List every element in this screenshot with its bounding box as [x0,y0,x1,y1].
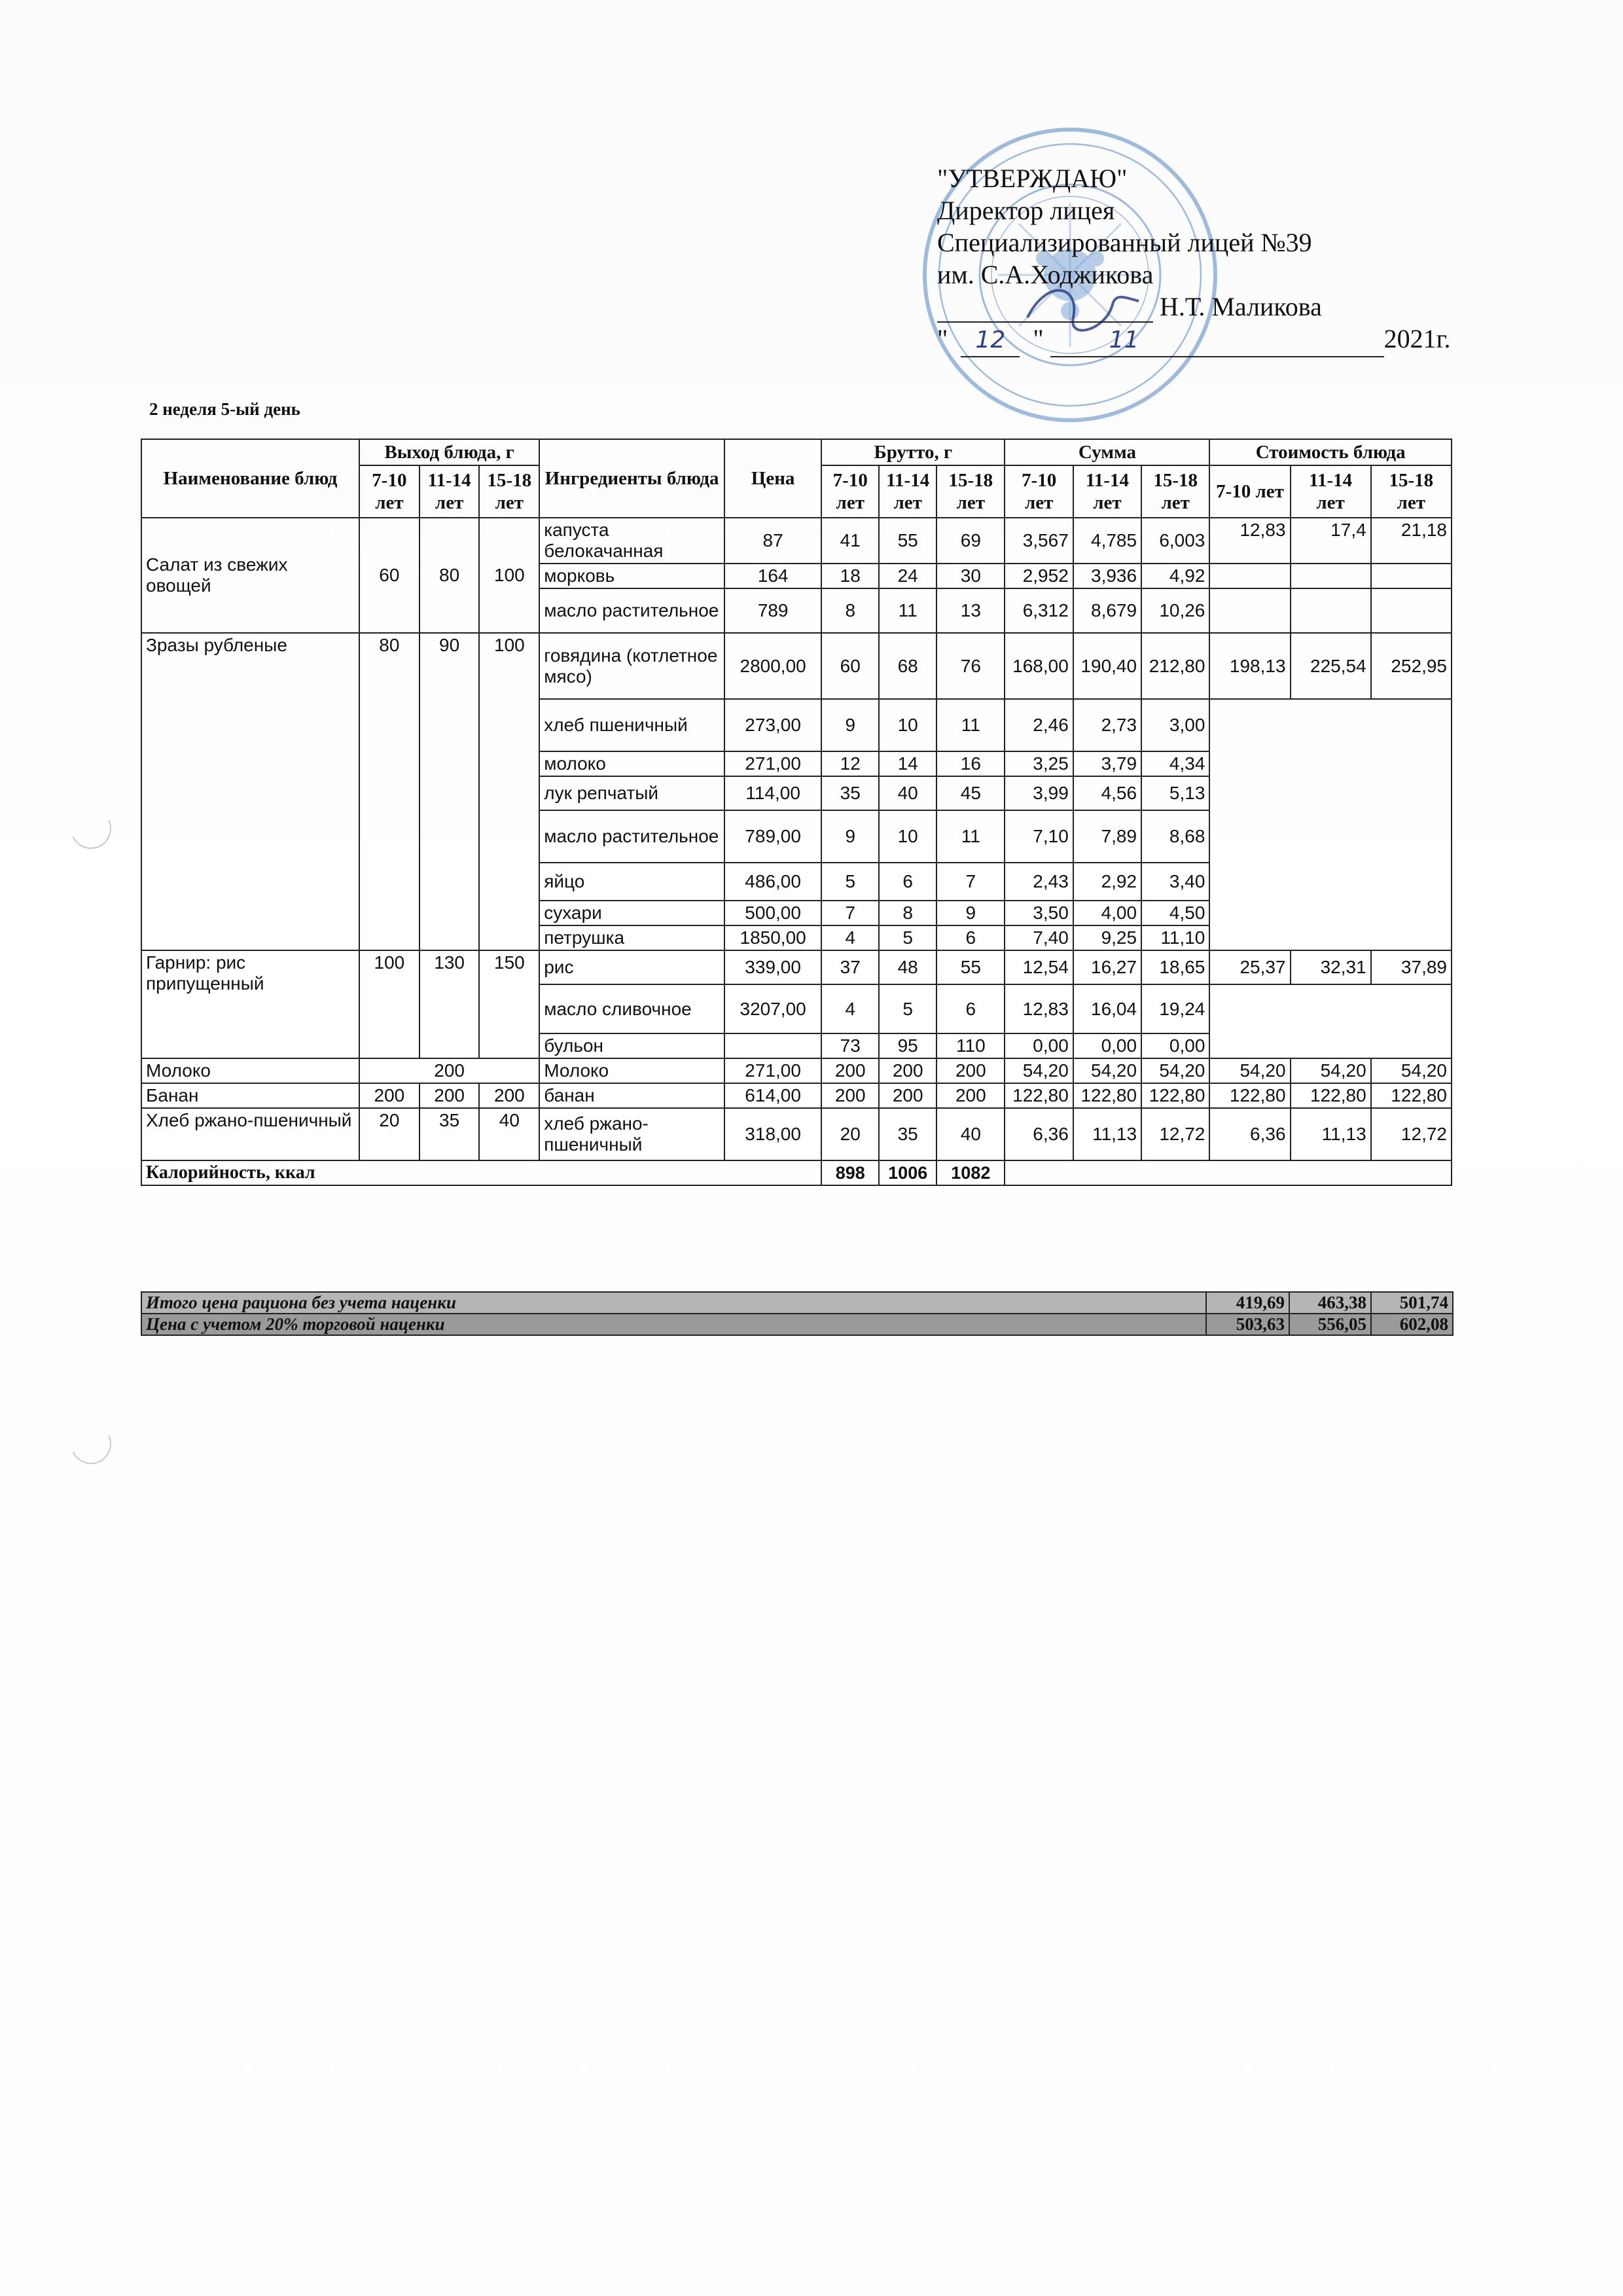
ingredient-name: капуста белокачанная [539,518,724,564]
brutto-cell: 11 [936,699,1005,751]
sum-cell: 190,40 [1073,633,1141,699]
sum-cell: 3,936 [1073,564,1141,588]
page-heading: 2 неделя 5-ый день [149,399,300,419]
yield-cell: 80 [359,633,419,950]
cost-cell: 252,95 [1371,633,1452,699]
sum-cell: 2,92 [1073,863,1141,901]
sum-cell: 4,785 [1073,518,1141,564]
sum-cell: 3,99 [1005,776,1073,810]
brutto-cell: 10 [879,810,936,863]
age-header: 15-18 лет [479,465,539,518]
sum-cell: 10,26 [1141,588,1209,633]
dish-name: Зразы рубленые [141,633,359,950]
menu-table [141,439,1452,1186]
price-cell: 486,00 [724,863,821,901]
sum-cell: 5,13 [1141,776,1209,810]
price-cell: 114,00 [724,776,821,810]
col-cost: Стоимость блюда [1209,439,1452,465]
cost-cell: 6,36 [1209,1108,1290,1160]
table-row [141,633,1452,699]
brutto-cell: 200 [821,1083,879,1108]
sum-cell: 7,89 [1073,810,1141,863]
sum-cell: 4,50 [1141,901,1209,925]
sum-cell: 16,04 [1073,984,1141,1033]
dish-name: Банан [141,1083,359,1108]
brutto-cell: 40 [879,776,936,810]
yield-cell: 100 [479,633,539,950]
age-header: 11-14 лет [1291,465,1371,518]
age-header: 11-14 лет [419,465,480,518]
ingredient-name: молоко [539,751,724,776]
price-cell: 789 [724,588,821,633]
age-header: 11-14 лет [879,465,936,518]
table-row [141,518,1452,564]
approval-signer: Н.Т. Маликова [1160,292,1322,321]
date-year: 2021г. [1383,324,1451,353]
ingredient-name: рис [539,950,724,984]
total-value: 419,69 [1206,1292,1289,1314]
approval-title: "УТВЕРЖДАЮ" [937,164,1128,193]
brutto-cell: 35 [821,776,879,810]
sum-cell: 11,13 [1073,1108,1141,1160]
price-cell: 273,00 [724,699,821,751]
totals-table [141,1291,1454,1336]
yield-cell: 40 [479,1108,539,1160]
brutto-cell: 200 [879,1058,936,1083]
sum-cell: 2,43 [1005,863,1073,901]
ingredient-name: морковь [539,564,724,588]
sum-cell: 8,679 [1073,588,1141,633]
age-header: 11-14 лет [1073,465,1141,518]
date-day: 12 [961,324,1020,357]
cost-cell: 11,13 [1291,1108,1371,1160]
date-month: 11 [1050,324,1384,357]
age-header: 7-10 лет [821,465,879,518]
brutto-cell: 11 [879,588,936,633]
sum-cell: 212,80 [1141,633,1209,699]
brutto-cell: 4 [821,984,879,1033]
approval-school: Специализированный лицей №39 [937,228,1312,257]
sum-cell: 3,79 [1073,751,1141,776]
col-dish-name: Наименование блюд [141,439,359,518]
dish-name: Салат из свежих овощей [141,518,359,633]
dish-name: Хлеб ржано-пшеничный [141,1108,359,1160]
sum-cell: 4,92 [1141,564,1209,588]
empty-cost-block [1209,699,1452,950]
empty-cell [1371,564,1452,588]
cost-cell: 122,80 [1371,1083,1452,1108]
price-cell: 1850,00 [724,925,821,950]
brutto-cell: 37 [821,950,879,984]
brutto-cell: 11 [936,810,1005,863]
sum-cell: 54,20 [1141,1058,1209,1083]
brutto-cell: 9 [821,699,879,751]
sum-cell: 4,34 [1141,751,1209,776]
total-value: 556,05 [1289,1314,1371,1335]
approval-position: Директор лицея [937,196,1115,225]
yield-cell: 200 [419,1083,480,1108]
sum-cell: 3,40 [1141,863,1209,901]
brutto-cell: 8 [879,901,936,925]
cost-cell: 122,80 [1209,1083,1290,1108]
brutto-cell: 20 [821,1108,879,1160]
yield-cell: 80 [419,518,480,633]
ingredient-name: хлеб ржано-пшеничный [539,1108,724,1160]
brutto-cell: 5 [879,925,936,950]
brutto-cell: 18 [821,564,879,588]
total-with-markup-row [141,1314,1453,1335]
brutto-cell: 7 [821,901,879,925]
yield-cell: 200 [359,1058,539,1083]
brutto-cell: 5 [821,863,879,901]
calories-value: 898 [821,1160,879,1185]
price-cell: 3207,00 [724,984,821,1033]
brutto-cell: 14 [879,751,936,776]
sum-cell: 6,312 [1005,588,1073,633]
price-cell: 614,00 [724,1083,821,1108]
brutto-cell: 200 [821,1058,879,1083]
brutto-cell: 10 [879,699,936,751]
yield-cell: 130 [419,950,480,1058]
yield-cell: 60 [359,518,419,633]
total-value: 602,08 [1371,1314,1453,1335]
dish-name: Гарнир: рис припущенный [141,950,359,1058]
empty-cell [1291,564,1371,588]
col-ingredients: Ингредиенты блюда [539,439,724,518]
sum-cell: 0,00 [1005,1033,1073,1058]
price-cell [724,1033,821,1058]
age-header: 15-18 лет [1141,465,1209,518]
signature-blank [937,298,1153,323]
age-header: 7-10 лет [1005,465,1073,518]
col-yield: Выход блюда, г [359,439,539,465]
brutto-cell: 24 [879,564,936,588]
brutto-cell: 76 [936,633,1005,699]
brutto-cell: 200 [936,1083,1005,1108]
brutto-cell: 4 [821,925,879,950]
brutto-cell: 73 [821,1033,879,1058]
total-value: 463,38 [1289,1292,1371,1314]
total-with-markup-label: Цена с учетом 20% торговой наценки [141,1314,1206,1335]
cost-cell: 37,89 [1371,950,1452,984]
total-without-markup-label: Итого цена рациона без учета наценки [141,1292,1206,1314]
sum-cell: 11,10 [1141,925,1209,950]
sum-cell: 122,80 [1141,1083,1209,1108]
brutto-cell: 110 [936,1033,1005,1058]
cost-cell: 54,20 [1371,1058,1452,1083]
yield-cell: 35 [419,1108,480,1160]
cost-cell: 25,37 [1209,950,1290,984]
brutto-cell: 55 [879,518,936,564]
yield-cell: 150 [479,950,539,1058]
sum-cell: 2,952 [1005,564,1073,588]
ingredient-name: масло растительное [539,810,724,863]
table-row [141,1108,1452,1160]
brutto-cell: 69 [936,518,1005,564]
brutto-cell: 68 [879,633,936,699]
ingredient-name: масло сливочное [539,984,724,1033]
sum-cell: 8,68 [1141,810,1209,863]
age-header: 15-18 лет [1371,465,1452,518]
brutto-cell: 200 [879,1083,936,1108]
sum-cell: 12,72 [1141,1108,1209,1160]
brutto-cell: 60 [821,633,879,699]
brutto-cell: 40 [936,1108,1005,1160]
brutto-cell: 6 [936,925,1005,950]
sum-cell: 122,80 [1005,1083,1073,1108]
brutto-cell: 95 [879,1033,936,1058]
sum-cell: 2,46 [1005,699,1073,751]
cost-cell: 122,80 [1291,1083,1371,1108]
ingredient-name: лук репчатый [539,776,724,810]
brutto-cell: 16 [936,751,1005,776]
sum-cell: 3,50 [1005,901,1073,925]
cost-cell: 21,18 [1371,518,1452,564]
ingredient-name: Молоко [539,1058,724,1083]
brutto-cell: 13 [936,588,1005,633]
sum-cell: 2,73 [1073,699,1141,751]
yield-cell: 90 [419,633,480,950]
col-brutto: Брутто, г [821,439,1005,465]
empty-cell [1005,1160,1452,1185]
brutto-cell: 5 [879,984,936,1033]
col-price: Цена [724,439,821,518]
cost-cell: 54,20 [1291,1058,1371,1083]
approval-date: " 12 " 11 2021г. [937,323,1451,357]
price-cell: 500,00 [724,901,821,925]
empty-cell [1209,564,1290,588]
ingredient-name: хлеб пшеничный [539,699,724,751]
brutto-cell: 48 [879,950,936,984]
sum-cell: 122,80 [1073,1083,1141,1108]
age-header: 15-18 лет [936,465,1005,518]
yield-cell: 20 [359,1108,419,1160]
sum-cell: 16,27 [1073,950,1141,984]
ingredient-name: яйцо [539,863,724,901]
sum-cell: 54,20 [1005,1058,1073,1083]
ingredient-name: масло растительное [539,588,724,633]
age-header: 7-10 лет [1209,465,1290,518]
sum-cell: 168,00 [1005,633,1073,699]
cost-cell: 12,72 [1371,1108,1452,1160]
sum-cell: 54,20 [1073,1058,1141,1083]
yield-cell: 200 [479,1083,539,1108]
age-header: 7-10 лет [359,465,419,518]
approval-block [937,162,1451,357]
cost-cell: 32,31 [1291,950,1371,984]
header-row-1 [141,439,1452,465]
table-row [141,950,1452,984]
price-cell: 271,00 [724,751,821,776]
sum-cell: 12,54 [1005,950,1073,984]
cost-cell: 17,4 [1291,518,1371,564]
cost-cell: 12,83 [1209,518,1290,564]
price-cell: 339,00 [724,950,821,984]
approval-signature-line [937,291,1451,323]
brutto-cell: 9 [821,810,879,863]
brutto-cell: 41 [821,518,879,564]
empty-cell [1291,588,1371,633]
sum-cell: 9,25 [1073,925,1141,950]
sum-cell: 7,10 [1005,810,1073,863]
yield-cell: 100 [359,950,419,1058]
cost-cell: 54,20 [1209,1058,1290,1083]
empty-cost-block [1209,984,1452,1058]
total-without-markup-row [141,1292,1453,1314]
total-value: 501,74 [1371,1292,1453,1314]
price-cell: 789,00 [724,810,821,863]
ingredient-name: сухари [539,901,724,925]
ingredient-name: банан [539,1083,724,1108]
sum-cell: 4,00 [1073,901,1141,925]
price-cell: 271,00 [724,1058,821,1083]
brutto-cell: 45 [936,776,1005,810]
sum-cell: 4,56 [1073,776,1141,810]
brutto-cell: 30 [936,564,1005,588]
ingredient-name: бульон [539,1033,724,1058]
cost-cell: 225,54 [1291,633,1371,699]
table-row [141,1058,1452,1083]
ingredient-name: петрушка [539,925,724,950]
sum-cell: 12,83 [1005,984,1073,1033]
yield-cell: 200 [359,1083,419,1108]
sum-cell: 6,003 [1141,518,1209,564]
cost-cell: 198,13 [1209,633,1290,699]
brutto-cell: 55 [936,950,1005,984]
calories-label: Калорийность, ккал [141,1160,821,1185]
sum-cell: 0,00 [1141,1033,1209,1058]
empty-cell [1209,588,1290,633]
sum-cell: 3,00 [1141,699,1209,751]
calories-value: 1006 [879,1160,936,1185]
sum-cell: 7,40 [1005,925,1073,950]
price-cell: 164 [724,564,821,588]
sum-cell: 3,25 [1005,751,1073,776]
empty-cell [1371,588,1452,633]
sum-cell: 19,24 [1141,984,1209,1033]
price-cell: 318,00 [724,1108,821,1160]
col-sum: Сумма [1005,439,1209,465]
brutto-cell: 200 [936,1058,1005,1083]
calories-value: 1082 [936,1160,1005,1185]
brutto-cell: 12 [821,751,879,776]
brutto-cell: 35 [879,1108,936,1160]
sum-cell: 0,00 [1073,1033,1141,1058]
calories-row [141,1160,1452,1185]
yield-cell: 100 [479,518,539,633]
brutto-cell: 8 [821,588,879,633]
dish-name: Молоко [141,1058,359,1083]
price-cell: 2800,00 [724,633,821,699]
ingredient-name: говядина (котлетное мясо) [539,633,724,699]
sum-cell: 6,36 [1005,1108,1073,1160]
brutto-cell: 7 [936,863,1005,901]
total-value: 503,63 [1206,1314,1289,1335]
approval-school-name: им. С.А.Ходжикова [937,260,1154,289]
price-cell: 87 [724,518,821,564]
brutto-cell: 6 [879,863,936,901]
sum-cell: 18,65 [1141,950,1209,984]
table-row [141,1083,1452,1108]
sum-cell: 3,567 [1005,518,1073,564]
brutto-cell: 6 [936,984,1005,1033]
brutto-cell: 9 [936,901,1005,925]
